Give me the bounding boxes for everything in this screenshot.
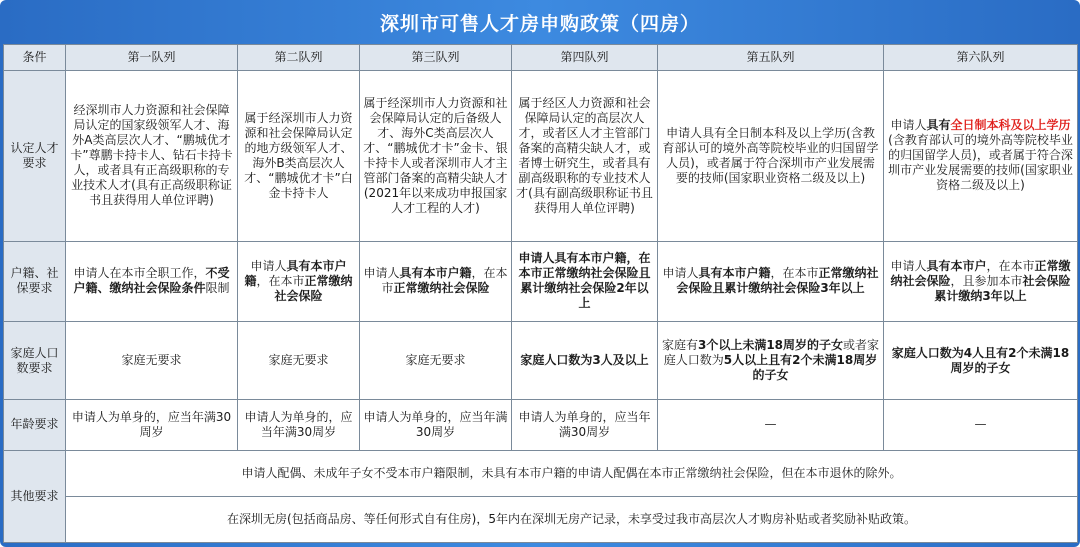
age-row [4, 400, 1078, 450]
talent-q6-pre: 申请人 [890, 118, 927, 133]
age-queue-5: — [658, 400, 884, 450]
row-label-family: 家庭人口数要求 [4, 322, 66, 400]
family-queue-6: 家庭人口数为4人且有2个未满18周岁的子女 [884, 322, 1078, 400]
other-line-1: 申请人配偶、未成年子女不受本市户籍限制，未具有本市户籍的申请人配偶在本市正常缴纳社会保险，但在本市退休的除外。 [66, 450, 1078, 496]
hukou-queue-3 [360, 241, 512, 321]
age-queue-3: 申请人为单身的，应当年满30周岁 [360, 400, 512, 450]
family-q5-d: 5人以上且有2个未满18周岁的子女 [723, 353, 878, 383]
talent-q6-post: (含教育部认可的境外高等院校毕业的归国留学人员)，或者属于符合深圳市产业发展需要的技师(国家职业资格二级及以上) [888, 133, 1073, 193]
header-queue-1: 第一队列 [66, 45, 238, 71]
talent-row [4, 71, 1078, 242]
family-q5-c: 或者家庭人口数为 [663, 338, 880, 368]
header-condition: 条件 [4, 45, 66, 71]
hukou-q3-c: ，在本市 [381, 266, 508, 296]
hukou-q5-c: ，在本市 [770, 266, 819, 281]
hukou-q5-b: 具有本市户籍 [698, 266, 771, 281]
header-queue-5: 第五队列 [658, 45, 884, 71]
hukou-queue-6 [884, 241, 1078, 321]
age-queue-4: 申请人为单身的，应当年满30周岁 [512, 400, 658, 450]
hukou-queue-2 [238, 241, 360, 321]
family-q5-a: 家庭有 [661, 338, 698, 353]
talent-queue-5: 申请人具有全日制本科及以上学历(含教育部认可的境外高等院校毕业的归国留学人员)，或者属于符合深圳市产业发展需要的技师(国家职业资格二级及以上) [658, 71, 884, 242]
header-queue-4: 第四队列 [512, 45, 658, 71]
hukou-q6-e: ，且参加本市 [950, 273, 1023, 288]
talent-q6-red: 全日制本科及以上学历 [950, 118, 1071, 133]
hukou-q6-b: 具有本市户 [926, 258, 987, 273]
family-queue-1: 家庭无要求 [66, 322, 238, 400]
age-queue-6: — [884, 400, 1078, 450]
talent-queue-6 [884, 71, 1078, 242]
row-label-other: 其他要求 [4, 450, 66, 542]
talent-q6-bold: 具有 [926, 118, 951, 133]
age-queue-2: 申请人为单身的，应当年满30周岁 [238, 400, 360, 450]
family-queue-5 [658, 322, 884, 400]
hukou-q3-b: 具有本市户籍 [399, 266, 472, 281]
hukou-row [4, 241, 1078, 321]
hukou-q2-d: 正常缴纳社会保险 [274, 273, 353, 303]
hukou-q5-a: 申请人 [662, 266, 699, 281]
talent-queue-1: 经深圳市人力资源和社会保障局认定的国家级领军人才、海外A类高层次人才、“鹏城优才卡”尊鹏卡持卡人、钻石卡持卡人，或者具有正高级职称的专业技术人才(具有正高级职称证书且获得用人单位评聘) [66, 71, 238, 242]
hukou-q5-d: 正常缴纳社会保险且累计缴纳社会保险3年以上 [676, 266, 879, 296]
family-queue-3: 家庭无要求 [360, 322, 512, 400]
hukou-queue-5 [658, 241, 884, 321]
age-queue-1: 申请人为单身的，应当年满30周岁 [66, 400, 238, 450]
page-title: 深圳市可售人才房申购政策（四房） [379, 12, 700, 35]
hukou-q1-b: 不受户籍、缴纳社会保险条件 [73, 266, 230, 296]
header-row [4, 45, 1078, 71]
hukou-q6-d: 正常缴纳社会保险 [890, 258, 1071, 288]
hukou-q6-a: 申请人 [890, 258, 927, 273]
hukou-q6-f: 社会保险累计缴纳3年以上 [934, 273, 1071, 303]
family-queue-2: 家庭无要求 [238, 322, 360, 400]
header-queue-2: 第二队列 [238, 45, 360, 71]
other-row-1 [4, 450, 1078, 496]
other-row-2 [4, 496, 1078, 542]
hukou-q1-a: 申请人在本市全职工作， [73, 266, 206, 281]
hukou-q3-d: 正常缴纳社会保险 [393, 281, 490, 296]
hukou-q2-c: ，在本市 [256, 273, 305, 288]
hukou-q1-c: 限制 [205, 281, 230, 296]
talent-queue-2: 属于经深圳市人力资源和社会保障局认定的地方级领军人才、海外B类高层次人才、“鹏城优才卡”白金卡持卡人 [238, 71, 360, 242]
row-label-talent: 认定人才要求 [4, 71, 66, 242]
row-label-hukou: 户籍、社保要求 [4, 241, 66, 321]
talent-queue-3: 属于经深圳市人力资源和社会保障局认定的后备级人才、海外C类高层次人才、“鹏城优才卡”金卡、银卡持卡人或者深圳市人才主管部门备案的高精尖缺人才(2021年以来成功申报国家人才工程的人才) [360, 71, 512, 242]
hukou-q2-a: 申请人 [250, 258, 287, 273]
row-label-age: 年龄要求 [4, 400, 66, 450]
header-queue-3: 第三队列 [360, 45, 512, 71]
hukou-q2-b: 具有本市户籍 [244, 258, 347, 288]
hukou-queue-4: 申请人具有本市户籍，在本市正常缴纳社会保险且累计缴纳社会保险2年以上 [512, 241, 658, 321]
policy-table [3, 44, 1078, 543]
family-q5-b: 3个以上未满18周岁的子女 [697, 338, 844, 353]
hukou-q6-c: ，在本市 [986, 258, 1035, 273]
family-row [4, 322, 1078, 400]
talent-queue-4: 属于经区人力资源和社会保障局认定的高层次人才，或者区人才主管部门备案的高精尖缺人才，或者博士研究生，或者具有副高级职称的专业技术人才(具有副高级职称证书且获得用人单位评聘) [512, 71, 658, 242]
other-line-2: 在深圳无房(包括商品房、等任何形式自有住房)，5年内在深圳无房产记录，未享受过我市高层次人才购房补贴或者奖励补贴政策。 [66, 496, 1078, 542]
hukou-queue-1 [66, 241, 238, 321]
hukou-q3-a: 申请人 [363, 266, 400, 281]
header-queue-6: 第六队列 [884, 45, 1078, 71]
family-queue-4: 家庭人口数为3人及以上 [512, 322, 658, 400]
